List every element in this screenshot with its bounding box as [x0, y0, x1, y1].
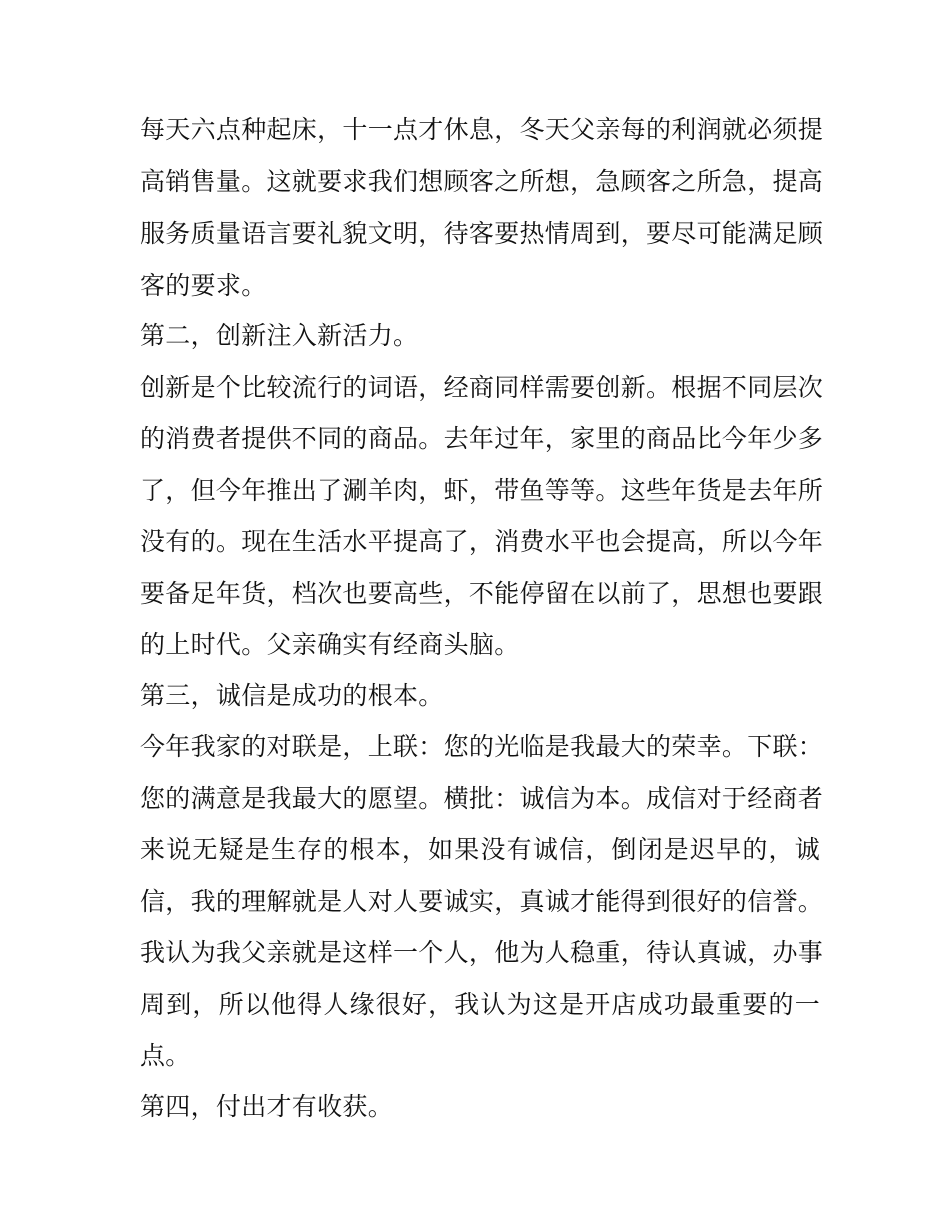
text-line: 今年我家的对联是，上联：您的光临是我最大的荣幸。下联：	[140, 732, 824, 761]
text-line: 服务质量语言要礼貌文明，待客要热情周到，要尽可能满足顾	[140, 219, 824, 248]
text-line: 的消费者提供不同的商品。去年过年，家里的商品比今年少多	[140, 424, 824, 453]
text-line: 信，我的理解就是人对人要诚实，真诚才能得到很好的信誉。	[140, 887, 824, 916]
text-line: 每天六点种起床，十一点才休息，冬天父亲每的利润就必须提	[140, 115, 824, 144]
text-line: 的上时代。父亲确实有经商头脑。	[140, 630, 520, 659]
text-line: 来说无疑是生存的根本，如果没有诚信，倒闭是迟早的，诚	[140, 835, 820, 864]
section-heading: 第四，付出才有收获。	[140, 1092, 394, 1121]
text-line: 我认为我父亲就是这样一个人，他为人稳重，待认真诚，办事	[140, 938, 824, 967]
text-line: 创新是个比较流行的词语，经商同样需要创新。根据不同层次	[140, 373, 824, 402]
text-line: 要备足年货，档次也要高些，不能停留在以前了，思想也要跟	[140, 579, 824, 608]
text-line: 客的要求。	[140, 271, 267, 300]
section-heading: 第三，诚信是成功的根本。	[140, 681, 444, 710]
section-heading: 第二，创新注入新活力。	[140, 321, 419, 350]
text-line: 点。	[140, 1041, 191, 1070]
text-line: 高销售量。这就要求我们想顾客之所想，急顾客之所急，提高	[140, 167, 824, 196]
text-line: 没有的。现在生活水平提高了，消费水平也会提高，所以今年	[140, 527, 824, 556]
text-line: 了，但今年推出了涮羊肉，虾，带鱼等等。这些年货是去年所	[140, 476, 824, 505]
text-line: 周到，所以他得人缘很好，我认为这是开店成功最重要的一	[140, 990, 820, 1019]
text-line: 您的满意是我最大的愿望。横批：诚信为本。成信对于经商者	[140, 784, 824, 813]
